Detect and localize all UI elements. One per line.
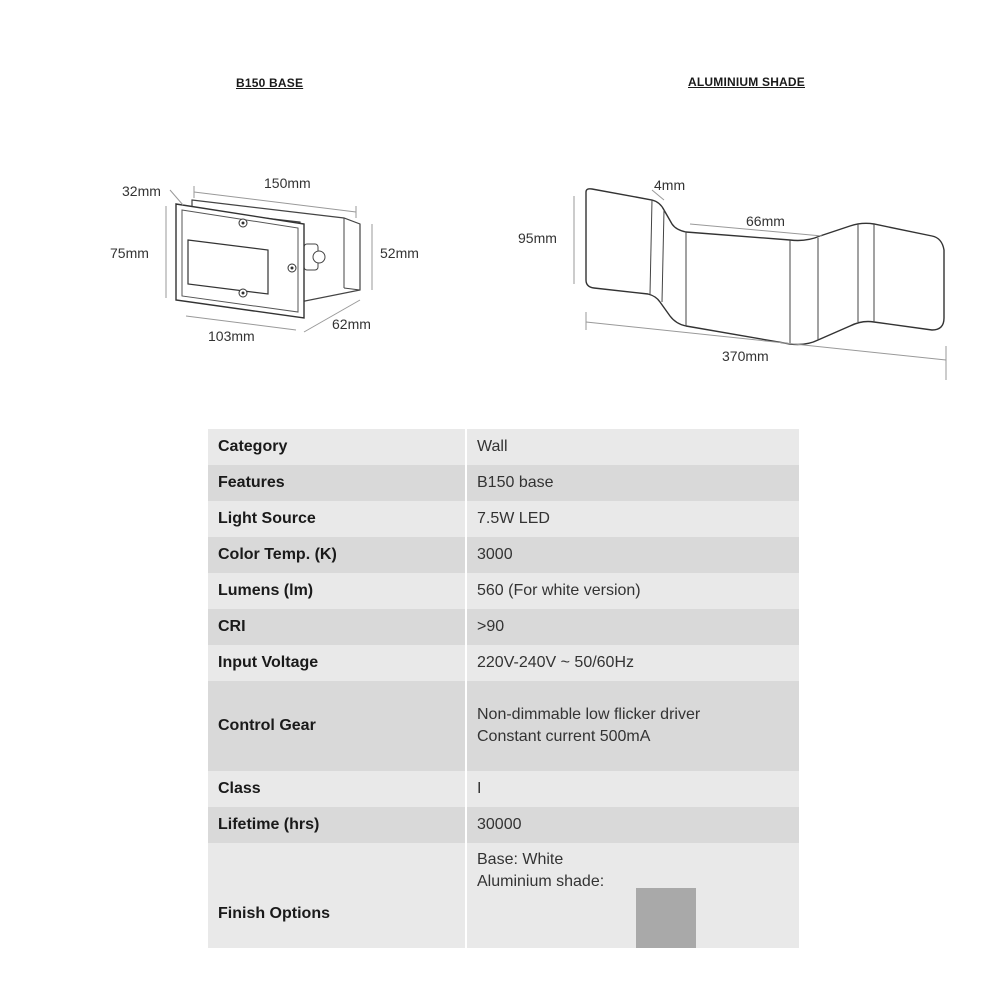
table-row [208, 843, 799, 948]
base-drawing [110, 175, 419, 344]
spec-key: Input Voltage [208, 645, 466, 681]
spec-value: 560 (For white version) [466, 573, 799, 609]
spec-value: 220V-240V ~ 50/60Hz [466, 645, 799, 681]
spec-key: Finish Options [208, 843, 466, 948]
spec-value [466, 681, 799, 771]
base-drawing-title: B150 BASE [236, 76, 304, 90]
finish-base-text: Base: White [477, 851, 564, 868]
shade-color-swatch [636, 888, 696, 948]
spec-key: Color Temp. (K) [208, 537, 466, 573]
base-dim-side: 62mm [332, 316, 371, 332]
technical-drawings [0, 0, 1000, 400]
spec-value: 7.5W LED [466, 501, 799, 537]
spec-key: Category [208, 429, 466, 465]
base-dim-width: 150mm [264, 175, 311, 191]
table-row [208, 609, 799, 645]
shade-dim-length: 370mm [722, 348, 769, 364]
base-dim-height: 75mm [110, 245, 149, 261]
spec-value: 3000 [466, 537, 799, 573]
spec-table [208, 429, 799, 948]
spec-value-line: Constant current 500mA [477, 728, 651, 745]
spec-value: B150 base [466, 465, 799, 501]
table-row [208, 681, 799, 771]
shade-dim-middle: 66mm [746, 213, 785, 229]
base-dim-front-width: 103mm [208, 328, 255, 344]
spec-key: Control Gear [208, 681, 466, 771]
spec-key: Light Source [208, 501, 466, 537]
spec-key: Lifetime (hrs) [208, 807, 466, 843]
base-dim-depth: 32mm [122, 183, 161, 199]
finish-shade-text: Aluminium shade: [477, 873, 605, 890]
table-row [208, 537, 799, 573]
table-row [208, 429, 799, 465]
spec-value: I [466, 771, 799, 807]
spec-value: 30000 [466, 807, 799, 843]
spec-value: >90 [466, 609, 799, 645]
base-dim-back-height: 52mm [380, 245, 419, 261]
table-row [208, 465, 799, 501]
spec-key: CRI [208, 609, 466, 645]
base-window [188, 240, 268, 294]
shade-dim-thickness: 4mm [654, 177, 686, 193]
spec-value: Wall [466, 429, 799, 465]
spec-key: Class [208, 771, 466, 807]
shade-dim-height: 95mm [518, 230, 557, 246]
spec-key: Lumens (lm) [208, 573, 466, 609]
table-row [208, 501, 799, 537]
table-row [208, 807, 799, 843]
spec-value-line: Non-dimmable low flicker driver [477, 706, 701, 723]
spec-key: Features [208, 465, 466, 501]
table-row [208, 645, 799, 681]
shade-drawing-title: ALUMINIUM SHADE [688, 75, 805, 89]
table-row [208, 771, 799, 807]
shade-drawing [518, 177, 946, 380]
spec-value [466, 843, 799, 948]
table-row [208, 573, 799, 609]
